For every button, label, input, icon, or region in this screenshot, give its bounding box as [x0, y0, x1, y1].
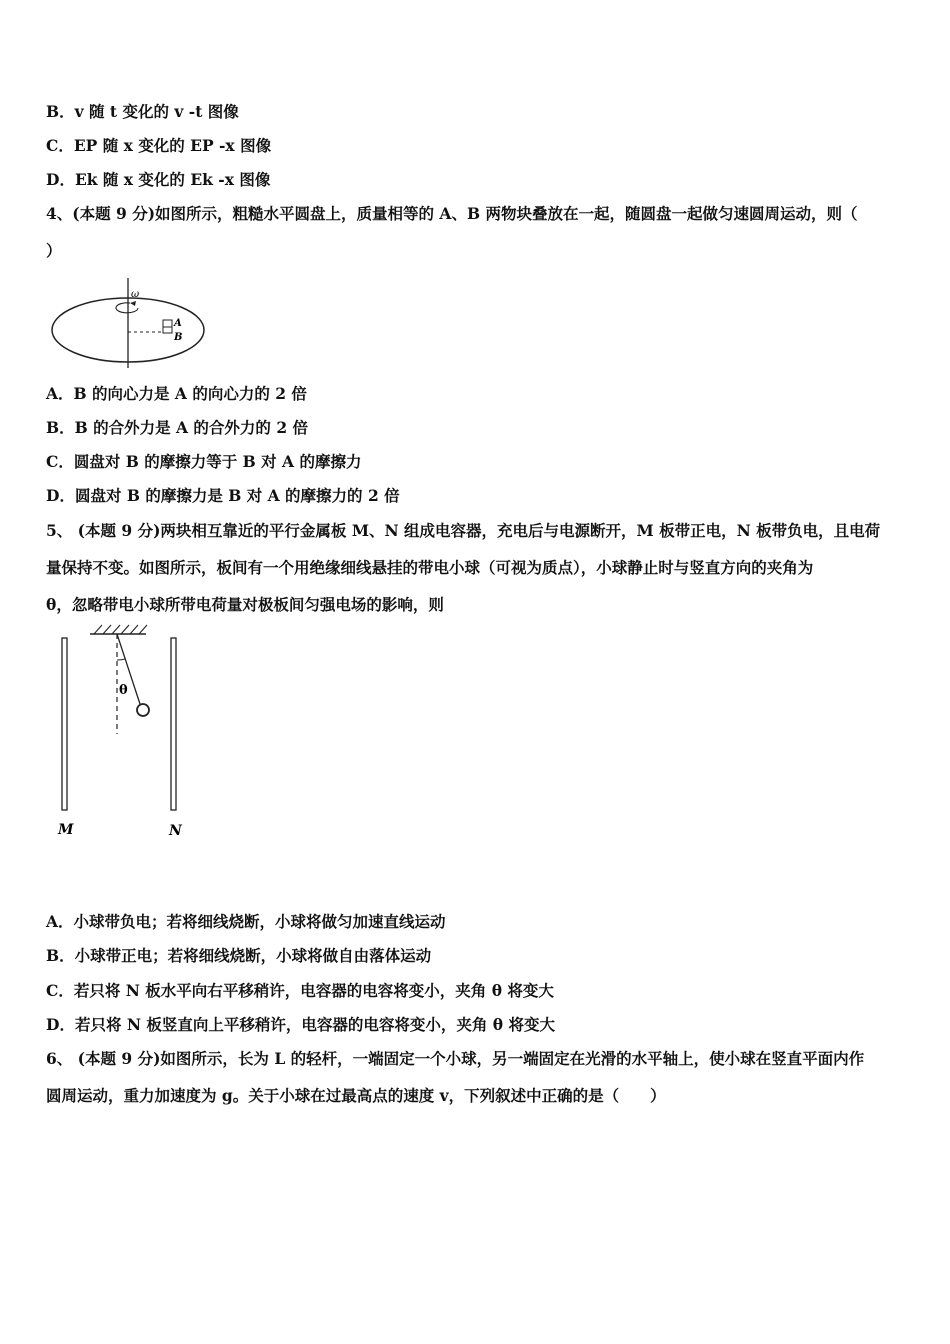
theta-label: θ — [119, 683, 128, 698]
q5-option-c: C．若只将 N 板水平向右平移稍许，电容器的电容将变小，夹角 θ 将变大 — [46, 981, 554, 1000]
capacitor-pendulum-figure — [50, 622, 200, 844]
charged-ball — [137, 704, 149, 716]
block-b — [163, 327, 172, 333]
q4-option-d: D．圆盘对 B 的摩擦力是 B 对 A 的摩擦力的 2 倍 — [46, 486, 400, 505]
q4-stem-line1: 4、(本题 9 分)如图所示，粗糙水平圆盘上，质量相等的 A、B 两物块叠放在一起，随圆盘一起做匀速圆周运动，则（ — [46, 204, 858, 223]
q4-option-c: C．圆盘对 B 的摩擦力等于 B 对 A 的摩擦力 — [46, 452, 362, 471]
q3-option-d: D．Ek 随 x 变化的 Ek -x 图像 — [46, 170, 271, 189]
q5-option-d: D．若只将 N 板竖直向上平移稍许，电容器的电容将变小，夹角 θ 将变大 — [46, 1015, 556, 1034]
q5-option-a: A．小球带负电；若将细线烧断，小球将做匀加速直线运动 — [46, 912, 446, 931]
block-a-label: A — [174, 318, 182, 329]
q5-stem-line1: 5、 (本题 9 分)两块相互靠近的平行金属板 M、N 组成电容器，充电后与电源断开，M 板带正电，N 板带负电，且电荷 — [46, 521, 881, 540]
ceiling-hatching — [94, 625, 147, 634]
plate-n-label: N — [169, 823, 182, 839]
q3-option-c: C．EP 随 x 变化的 EP -x 图像 — [46, 136, 272, 155]
block-a — [163, 320, 172, 327]
q5-option-b: B．小球带正电；若将细线烧断，小球将做自由落体运动 — [46, 946, 432, 965]
omega-label: ω — [131, 289, 140, 300]
angle-arc — [117, 659, 125, 660]
plate-m-label: M — [58, 822, 74, 838]
q4-option-b: B．B 的合外力是 A 的合外力的 2 倍 — [46, 418, 308, 437]
q5-stem-line3: θ，忽略带电小球所带电荷量对极板间匀强电场的影响，则 — [46, 595, 444, 614]
plate-n — [171, 638, 176, 810]
q6-stem-line2: 圆周运动，重力加速度为 g。关于小球在过最高点的速度 v，下列叙述中正确的是（ ） — [46, 1086, 666, 1105]
rotating-disk-figure — [48, 276, 208, 370]
plate-m — [62, 638, 67, 810]
q5-stem-line2: 量保持不变。如图所示，板间有一个用绝缘细线悬挂的带电小球（可视为质点），小球静止时与竖直方向的夹角为 — [46, 558, 814, 577]
q3-option-b: B．v 随 t 变化的 v -t 图像 — [46, 102, 239, 121]
q4-stem-line2: ） — [46, 241, 62, 260]
q6-stem-line1: 6、 (本题 9 分)如图所示，长为 L 的轻杆，一端固定一个小球，另一端固定在光滑的水平轴上，使小球在竖直平面内作 — [46, 1049, 865, 1068]
q4-option-a: A．B 的向心力是 A 的向心力的 2 倍 — [46, 384, 307, 403]
block-b-label: B — [174, 332, 183, 343]
